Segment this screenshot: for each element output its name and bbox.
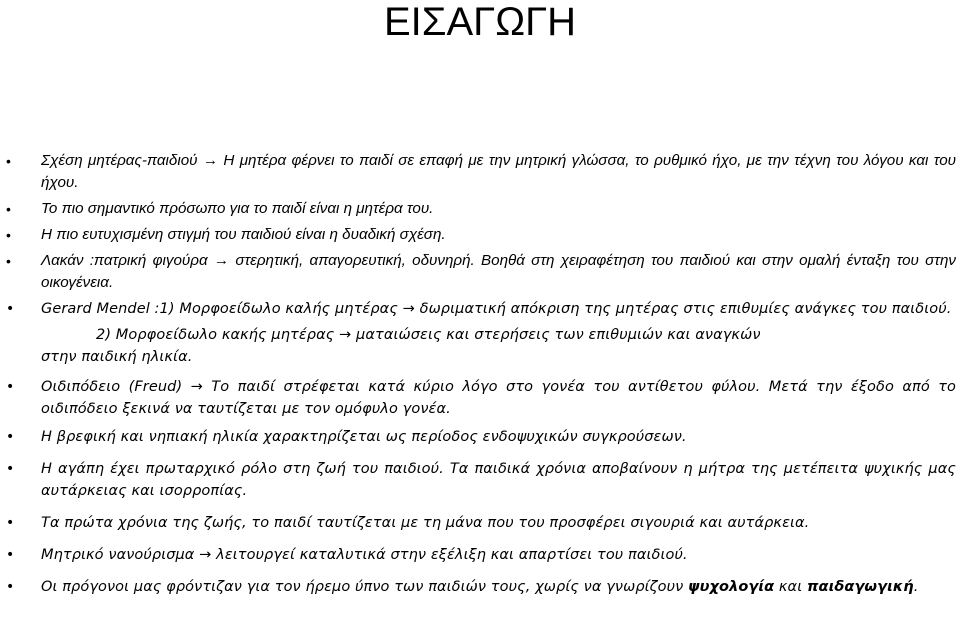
- bold-term-psychology: ψυχολογία: [688, 579, 775, 595]
- bullet-icon: •: [6, 379, 15, 395]
- bullet-icon: •: [6, 153, 11, 169]
- bullet-text-after: .: [913, 579, 919, 595]
- bullet-text: Σχέση μητέρας-παιδιού → Η μητέρα φέρνει το παιδί σε επαφή με την μητρική γλώσσα, το ρυθμικό ήχο, με την τέχνη του λόγου και του ήχου.: [41, 152, 956, 191]
- list-item: [0, 512, 960, 534]
- list-item: [0, 576, 960, 598]
- bullet-icon: •: [6, 515, 15, 531]
- bold-term-pedagogy: παιδαγωγική: [806, 579, 914, 595]
- list-item: [0, 298, 960, 320]
- continuation-text: στην παιδική ηλικία.: [41, 349, 193, 365]
- list-item: [0, 150, 960, 194]
- list-item: [0, 426, 960, 448]
- slide-title: ΕΙΣΑΓΩΓΗ: [383, 0, 577, 44]
- list-item-continuation: [0, 324, 960, 346]
- list-item: [0, 458, 960, 502]
- bullet-text: Η βρεφική και νηπιακή ηλικία χαρακτηρίζεται ως περίοδος ενδοψυχικών συγκρούσεων.: [41, 429, 687, 445]
- list-item: [0, 224, 960, 246]
- bullet-text: Οιδιπόδειο (Freud) → Το παιδί στρέφεται κατά κύριο λόγο στο γονέα του αντίθετου φύλου. Μετά την έξοδο από το οιδιπόδειο ξεκινά να ταυτίζεται με τον ομόφυλο γονέα.: [41, 379, 956, 417]
- list-item: [0, 376, 960, 420]
- bullet-text: Η πιο ευτυχισμένη στιγμή του παιδιού είναι η δυαδική σχέση.: [41, 226, 446, 243]
- bullet-text-before: Οι πρόγονοι μας φρόντιζαν για τον ήρεμο ύπνο των παιδιών τους, χωρίς να γνωρίζουν: [41, 579, 689, 595]
- bullet-icon: •: [6, 201, 11, 217]
- list-item-continuation: [0, 346, 960, 368]
- bullet-text: Τα πρώτα χρόνια της ζωής, το παιδί ταυτίζεται με τη μάνα που του προσφέρει σιγουριά και αυτάρκεια.: [41, 515, 810, 531]
- list-item: [0, 544, 960, 566]
- continuation-text: 2) Μορφοείδωλο κακής μητέρας → ματαιώσεις και στερήσεις των επιθυμιών και αναγκών: [96, 327, 761, 343]
- bullet-icon: •: [6, 461, 15, 477]
- bullet-text: Λακάν :πατρική φιγούρα → στερητική, απαγορευτική, οδυνηρή. Βοηθά στη χειραφέτηση του παιδιού και στην ομαλή ένταξη του στην οικογένεια.: [41, 252, 956, 291]
- list-item: [0, 198, 960, 220]
- bullet-text: Μητρικό νανούρισμα → λειτουργεί καταλυτικά στην εξέλιξη και απαρτίσει του παιδιού.: [41, 547, 688, 563]
- bullet-text: Το πιο σημαντικό πρόσωπο για το παιδί είναι η μητέρα του.: [41, 200, 434, 217]
- list-item: [0, 250, 960, 294]
- bullet-icon: •: [6, 429, 15, 445]
- bullet-text: Η αγάπη έχει πρωταρχικό ρόλο στη ζωή του παιδιού. Τα παιδικά χρόνια αποβαίνουν η μήτρα της μετέπειτα ψυχικής μας αυτάρκειας και ισορροπίας.: [41, 461, 956, 499]
- bullet-icon: •: [6, 301, 15, 317]
- bullet-icon: •: [6, 227, 11, 243]
- bullet-text-middle: και: [774, 579, 807, 595]
- bullet-icon: •: [6, 579, 15, 595]
- bullet-icon: •: [6, 547, 15, 563]
- bullet-icon: •: [6, 253, 11, 269]
- bullet-list: [0, 150, 960, 598]
- bullet-text: Gerard Mendel :1) Μορφοείδωλο καλής μητέρας → δωριματική απόκριση της μητέρας στις επιθυμίες ανάγκες του παιδιού.: [41, 301, 952, 317]
